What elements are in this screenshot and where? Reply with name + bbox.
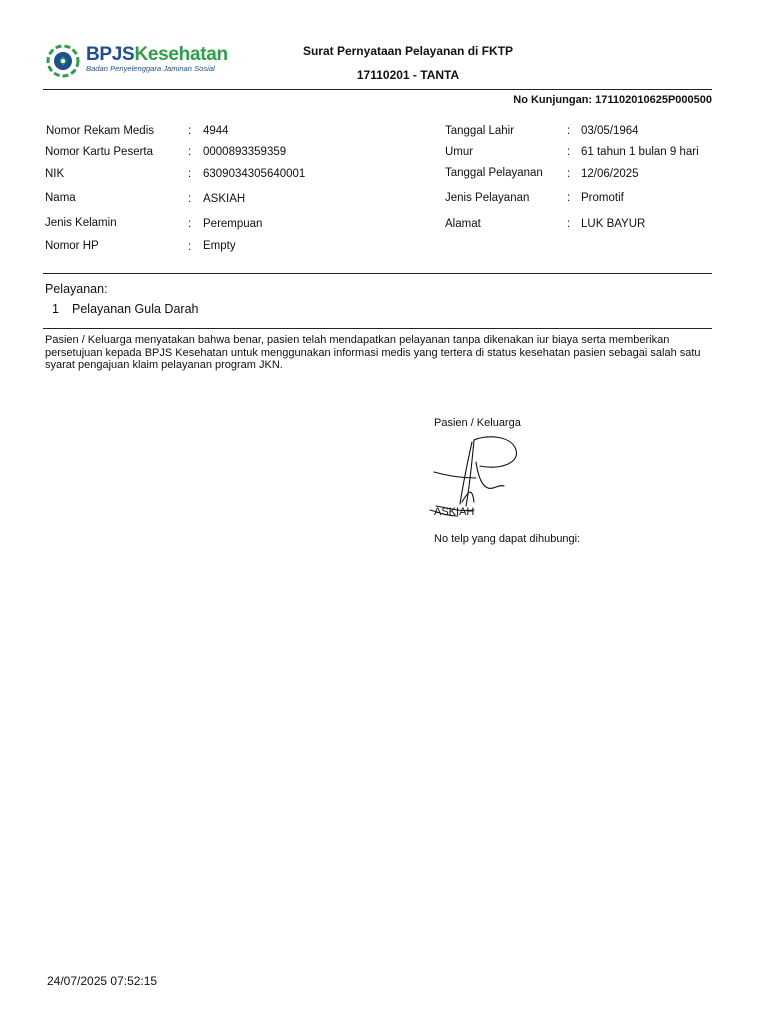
separator: : [567,146,571,158]
value-jenis-kelamin: Perempuan [203,218,263,230]
value-tanggal-pelayanan: 12/06/2025 [581,168,639,180]
signatory-name: ASKIAH [434,506,475,518]
phone-contact-label: No telp yang dapat dihubungi: [434,533,581,545]
logo-wordmark [86,44,228,66]
signature-label: Pasien / Keluarga [434,417,521,429]
label-tanggal-pelayanan: Tanggal Pelayanan [445,167,543,179]
separator: : [188,125,192,137]
value-nomor-hp: Empty [203,240,236,252]
logo-brand-secondary: Kesehatan [134,44,228,65]
value-alamat: LUK BAYUR [581,218,646,230]
value-rekam-medis: 4944 [203,125,229,137]
bpjs-emblem-icon [46,44,80,78]
value-nama: ASKIAH [203,193,246,205]
consent-statement: Pasien / Keluarga menyatakan bahwa benar, pasien telah mendapatkan pelayanan tanpa dikenakan iur biaya serta memberikan persetujuan kepada BPJS Kesehatan untuk menggunakan informasi medis yang tertera di status kesehatan pasien sebagai salah satu syarat pengajuan klaim pelayanan program JKN. [45,334,701,372]
value-kartu-peserta: 0000893359359 [203,146,287,158]
value-tanggal-lahir: 03/05/1964 [581,125,639,137]
services-divider [43,328,712,329]
label-tanggal-lahir: Tanggal Lahir [445,125,515,137]
separator: : [567,192,571,204]
logo-tagline: Badan Penyelenggara Jaminan Sosial [86,64,215,73]
service-name: Pelayanan Gula Darah [72,302,199,316]
services-heading: Pelayanan: [45,282,108,296]
service-number: 1 [52,302,59,316]
label-nama: Nama [45,192,76,204]
label-alamat: Alamat [445,218,481,230]
value-umur: 61 tahun 1 bulan 9 hari [581,146,699,158]
document-subtitle: 17110201 - TANTA [356,68,460,82]
label-nomor-hp: Nomor HP [45,240,99,252]
print-timestamp: 24/07/2025 07:52:15 [47,974,158,988]
separator: : [567,125,571,137]
separator: : [188,193,192,205]
service-item [52,302,198,316]
label-nik: NIK [45,168,65,180]
separator: : [188,168,192,180]
label-kartu-peserta: Nomor Kartu Peserta [45,146,154,158]
value-nik: 6309034305640001 [203,168,306,180]
separator: : [188,218,192,230]
logo-brand-primary: BPJS [86,44,135,65]
separator: : [188,241,192,253]
patient-divider [43,273,712,274]
label-rekam-medis: Nomor Rekam Medis [46,125,154,137]
label-jenis-kelamin: Jenis Kelamin [45,217,117,229]
separator: : [567,168,571,180]
value-jenis-pelayanan: Promotif [581,192,624,204]
bpjs-logo [46,44,236,78]
label-jenis-pelayanan: Jenis Pelayanan [445,192,530,204]
label-umur: Umur [445,146,474,158]
separator: : [188,146,192,158]
header-divider [43,89,712,90]
document-title: Surat Pernyataan Pelayanan di FKTP [302,44,514,58]
visit-number: No Kunjungan: 171102010625P000500 [513,94,712,106]
separator: : [567,218,571,230]
